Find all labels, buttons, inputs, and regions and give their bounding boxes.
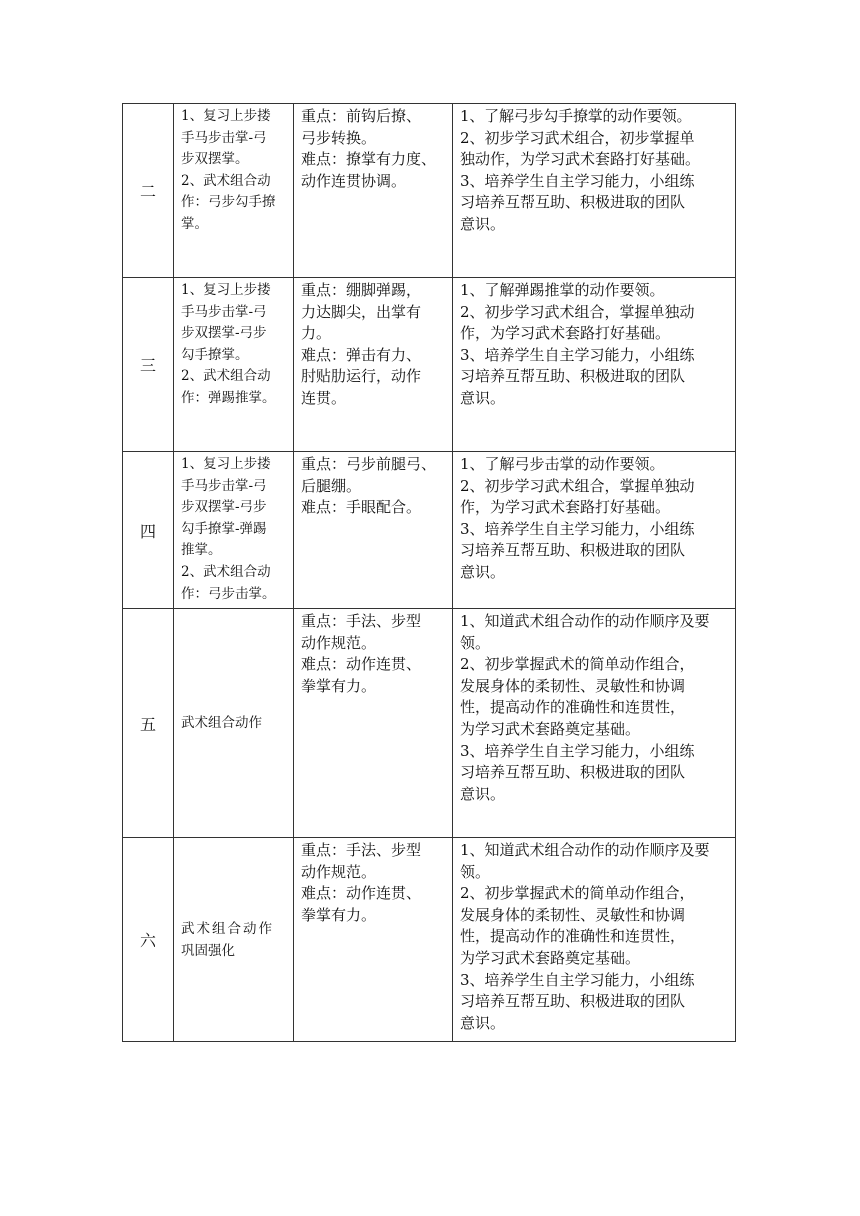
content-line: 作：弹踢推掌。 bbox=[181, 389, 276, 406]
focus-line: 难点：手眼配合。 bbox=[301, 498, 422, 517]
focus-line: 动作规范。 bbox=[301, 862, 377, 881]
learning-goals-cell bbox=[453, 278, 736, 452]
goal-line: 3、培养学生自主学习能力，小组练 bbox=[460, 171, 695, 190]
lesson-number: 二 bbox=[123, 104, 174, 278]
content-line: 1、复习上步搂 bbox=[181, 456, 271, 472]
lesson-content-cell bbox=[174, 104, 294, 278]
content-line: 推掌。 bbox=[181, 542, 222, 559]
key-difficult-points-cell bbox=[294, 278, 453, 452]
goal-line: 领。 bbox=[460, 862, 491, 881]
goal-line: 2、初步掌握武术的简单动作组合， bbox=[460, 655, 695, 674]
goal-line: 作，为学习武术套路打好基础。 bbox=[460, 498, 671, 517]
focus-line: 重点：手法、步型 bbox=[301, 612, 422, 630]
focus-line: 重点：手法、步型 bbox=[301, 841, 422, 859]
goal-line: 习培养互帮互助、积极进取的团队 bbox=[460, 193, 686, 212]
content-line: 1、复习上步搂 bbox=[181, 108, 271, 124]
content-line: 2、武术组合动 bbox=[181, 172, 271, 189]
focus-line: 力达脚尖，出掌有 bbox=[301, 302, 422, 321]
goal-line: 习培养互帮互助、积极进取的团队 bbox=[460, 763, 686, 782]
goal-line: 发展身体的柔韧性、灵敏性和协调 bbox=[460, 676, 686, 695]
focus-line: 后腿绷。 bbox=[301, 476, 362, 495]
goal-line: 3、培养学生自主学习能力，小组练 bbox=[460, 970, 695, 989]
table-row bbox=[123, 609, 736, 838]
goal-line bbox=[460, 106, 731, 128]
goal-line: 性，提高动作的准确性和连贯性， bbox=[460, 927, 686, 946]
focus-line: 拳掌有力。 bbox=[301, 905, 377, 924]
goal-line: 为学习武术套路奠定基础。 bbox=[460, 719, 641, 738]
learning-goals-cell bbox=[453, 609, 736, 838]
goal-line: 习培养互帮互助、积极进取的团队 bbox=[460, 541, 686, 560]
goal-line: 为学习武术套路奠定基础。 bbox=[460, 948, 641, 967]
lesson-plan-table bbox=[122, 103, 736, 1042]
learning-goals-cell bbox=[453, 104, 736, 278]
focus-line: 难点：动作连贯、 bbox=[301, 884, 422, 903]
focus-line: 连贯。 bbox=[301, 388, 347, 407]
focus-line: 难点：动作连贯、 bbox=[301, 655, 422, 674]
table-row bbox=[123, 278, 736, 452]
focus-line: 重点：前钩后撩、 bbox=[301, 107, 422, 125]
goal-line: 发展身体的柔韧性、灵敏性和协调 bbox=[460, 905, 686, 924]
focus-line: 肘贴肋运行，动作 bbox=[301, 367, 422, 386]
content-line: 步双摆掌。 bbox=[181, 151, 249, 168]
content-line: 手马步击掌-弓 bbox=[181, 129, 267, 146]
content-line: 作：弓步击掌。 bbox=[181, 585, 276, 602]
goal-line: 作，为学习武术套路打好基础。 bbox=[460, 324, 671, 343]
goal-line: 意识。 bbox=[460, 388, 506, 407]
lesson-number: 六 bbox=[123, 838, 174, 1042]
content-line: 步双摆掌-弓步 bbox=[181, 325, 267, 342]
focus-line: 难点：撩掌有力度、 bbox=[301, 150, 437, 169]
goal-line: 习培养互帮互助、积极进取的团队 bbox=[460, 992, 686, 1011]
goal-line: 3、培养学生自主学习能力，小组练 bbox=[460, 519, 695, 538]
content-line: 手马步击掌-弓 bbox=[181, 477, 267, 494]
goal-line: 1、知道武术组合动作的动作顺序及要 bbox=[460, 612, 710, 630]
lesson-content-cell bbox=[174, 838, 294, 1042]
goal-line: 意识。 bbox=[460, 214, 506, 233]
goal-line: 领。 bbox=[460, 633, 491, 652]
goal-line: 1、知道武术组合动作的动作顺序及要 bbox=[460, 841, 710, 859]
goal-line: 1、了解弹踢推掌的动作要领。 bbox=[460, 281, 665, 299]
table-row bbox=[123, 838, 736, 1042]
key-difficult-points-cell bbox=[294, 452, 453, 609]
content-line: 掌。 bbox=[181, 215, 208, 232]
goal-line: 3、培养学生自主学习能力，小组练 bbox=[460, 345, 695, 364]
goal-line: 2、初步学习武术组合，掌握单独动 bbox=[460, 302, 695, 321]
content-line: 勾手撩掌-弹踢 bbox=[181, 520, 267, 537]
learning-goals-cell bbox=[453, 452, 736, 609]
goal-line: 独动作，为学习武术套路打好基础。 bbox=[460, 150, 701, 169]
lesson-content-cell bbox=[174, 609, 294, 838]
goal-line: 1、了解弓步击掌的动作要领。 bbox=[460, 455, 665, 473]
key-difficult-points-cell bbox=[294, 838, 453, 1042]
focus-line: 动作规范。 bbox=[301, 633, 377, 652]
focus-line: 力。 bbox=[301, 324, 332, 343]
goal-line: 意识。 bbox=[460, 562, 506, 581]
goal-line: 习培养互帮互助、积极进取的团队 bbox=[460, 367, 686, 386]
focus-line: 拳掌有力。 bbox=[301, 676, 377, 695]
key-difficult-points-cell bbox=[294, 609, 453, 838]
content-line: 手马步击掌-弓 bbox=[181, 303, 267, 320]
content-line: 巩固强化 bbox=[181, 942, 235, 959]
goal-line: 2、初步学习武术组合，初步掌握单 bbox=[460, 128, 695, 147]
content-line: 2、武术组合动 bbox=[181, 563, 271, 580]
content-line: 作：弓步勾手撩 bbox=[181, 194, 276, 211]
lesson-number: 三 bbox=[123, 278, 174, 452]
learning-goals-cell bbox=[453, 838, 736, 1042]
content-line: 武术组合动作 bbox=[181, 715, 262, 732]
key-difficult-points-cell bbox=[294, 104, 453, 278]
lesson-number: 五 bbox=[123, 609, 174, 838]
goal-line: 意识。 bbox=[460, 1013, 506, 1032]
goal-line: 2、初步掌握武术的简单动作组合， bbox=[460, 884, 695, 903]
goal-line: 3、培养学生自主学习能力，小组练 bbox=[460, 741, 695, 760]
focus-line: 动作连贯协调。 bbox=[301, 171, 407, 190]
content-line: 武术组合动作 bbox=[181, 920, 274, 937]
lesson-content-cell bbox=[174, 452, 294, 609]
lesson-number: 四 bbox=[123, 452, 174, 609]
content-line: 步双摆掌-弓步 bbox=[181, 499, 267, 516]
content-line: 1、复习上步搂 bbox=[181, 282, 271, 298]
focus-line: 重点：弓步前腿弓、 bbox=[301, 455, 437, 473]
goal-line: 性，提高动作的准确性和连贯性， bbox=[460, 698, 686, 717]
goal-line: 意识。 bbox=[460, 784, 506, 803]
table-row bbox=[123, 104, 736, 278]
table-row bbox=[123, 452, 736, 609]
content-line: 勾手撩掌。 bbox=[181, 346, 249, 363]
lesson-content-cell bbox=[174, 278, 294, 452]
focus-line: 重点：绷脚弹踢， bbox=[301, 281, 422, 299]
content-line: 2、武术组合动 bbox=[181, 368, 271, 385]
focus-line: 弓步转换。 bbox=[301, 128, 377, 147]
goal-line: 2、初步学习武术组合，掌握单独动 bbox=[460, 476, 695, 495]
goal-text: 1、了解弓步勾手撩掌的动作要领。 bbox=[460, 107, 692, 125]
focus-line: 难点：弹击有力、 bbox=[301, 345, 422, 364]
